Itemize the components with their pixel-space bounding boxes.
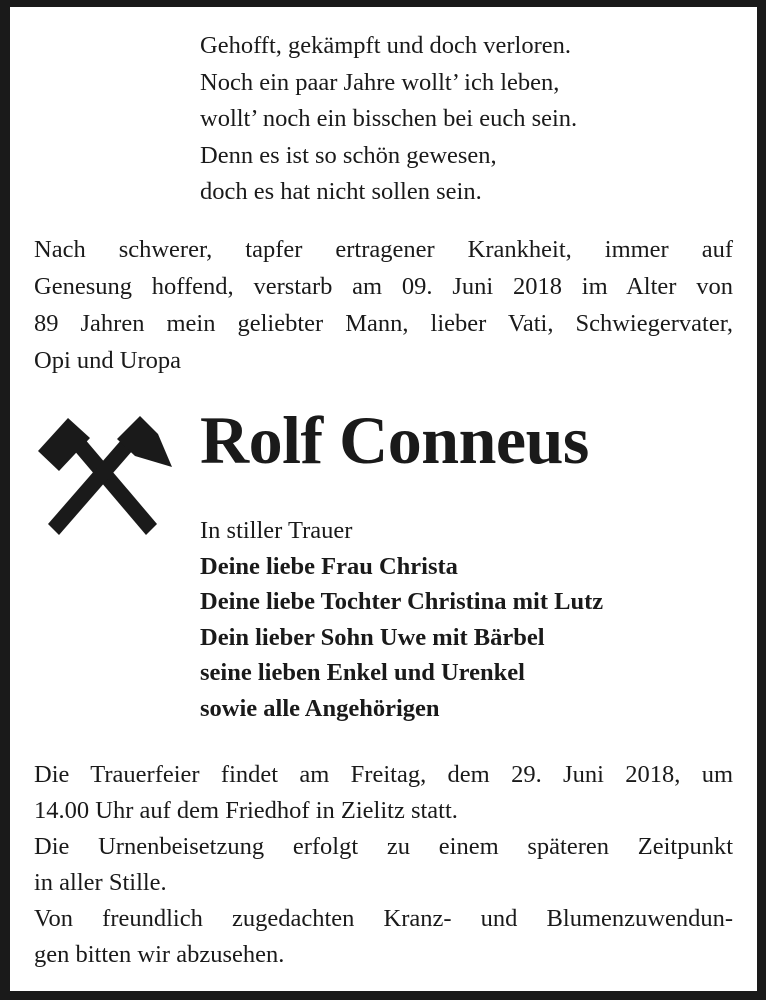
- mourning-heading: In stiller Trauer: [200, 517, 353, 544]
- crossed-hammers-graphic: [34, 412, 174, 540]
- details-line: Die Trauerfeier findet am Freitag, dem 29. Juni 2018, um: [34, 761, 733, 788]
- announcement-line: 89 Jahren mein geliebter Mann, lieber Vati, Schwiegervater,: [34, 310, 733, 337]
- announcement-line: Opi und Uropa: [34, 347, 181, 374]
- poem-line: doch es hat nicht sollen sein.: [200, 178, 482, 205]
- funeral-details: [34, 757, 733, 973]
- mourner-name: seine lieben Enkel und Urenkel: [200, 659, 525, 686]
- crossed-hammers-icon: [34, 412, 174, 540]
- memorial-poem: [200, 28, 577, 211]
- mourner-name: Deine liebe Frau Christa: [200, 552, 458, 580]
- poem-line: Noch ein paar Jahre wollt’ ich leben,: [200, 68, 560, 96]
- hammer-head: [38, 418, 90, 471]
- details-line: Von freundlich zugedachten Kranz- und Blumenzuwendun-: [34, 905, 733, 932]
- details-line: gen bitten wir abzusehen.: [34, 941, 285, 968]
- announcement-line: Nach schwerer, tapfer ertragener Krankheit, immer auf: [34, 236, 733, 263]
- poem-line: Denn es ist so schön gewesen,: [200, 141, 497, 169]
- pick-head: [117, 416, 172, 467]
- mourner-name: sowie alle Angehörigen: [200, 694, 440, 722]
- details-line: Die Urnenbeisetzung erfolgt zu einem späteren Zeitpunkt: [34, 833, 733, 860]
- death-announcement: [34, 231, 733, 379]
- details-line: in aller Stille.: [34, 869, 167, 896]
- details-line: 14.00 Uhr auf dem Friedhof in Zielitz statt.: [34, 797, 458, 824]
- mourner-name: Deine liebe Tochter Christina mit Lutz: [200, 588, 604, 615]
- deceased-name: Rolf Conneus: [200, 402, 589, 478]
- announcement-line: Genesung hoffend, verstarb am 09. Juni 2018 im Alter von: [34, 273, 733, 300]
- poem-line: Gehofft, gekämpft und doch verloren.: [200, 32, 572, 59]
- mourners-list: [200, 513, 603, 726]
- poem-line: wollt’ noch ein bisschen bei euch sein.: [200, 105, 578, 132]
- mourner-name: Dein lieber Sohn Uwe mit Bärbel: [200, 623, 545, 651]
